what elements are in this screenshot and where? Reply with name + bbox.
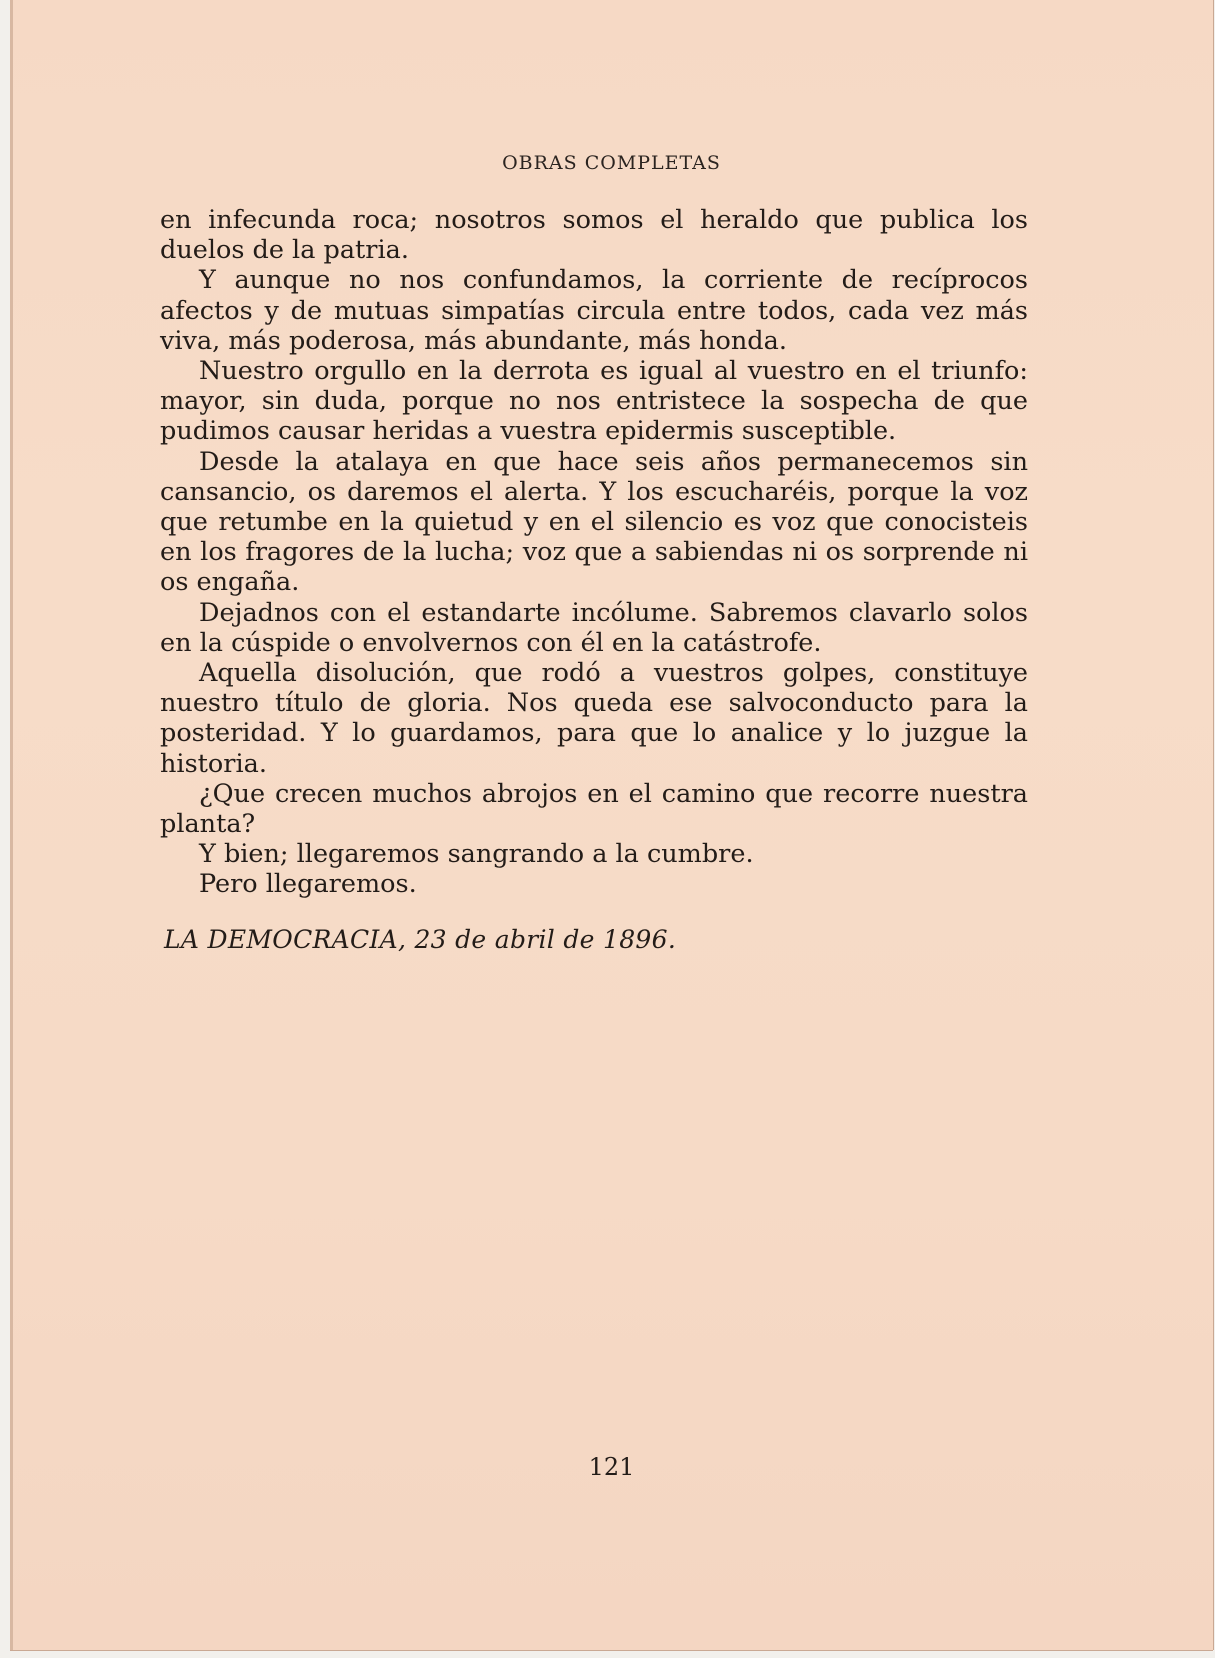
paragraph: Pero llegaremos. bbox=[199, 869, 417, 900]
paragraph: Nuestro orgullo en la derrota es igual al vuestro en el triunfo: mayor, sin duda, porque no nos entristece la sospecha de que pudimos causar heridas a vuestra epidermis susceptible. bbox=[160, 356, 1028, 447]
source-citation: LA DEMOCRACIA, 23 de abril de 1896. bbox=[164, 925, 677, 954]
paragraph: en infecunda roca; nosotros somos el heraldo que publica los duelos de la patria. bbox=[160, 205, 1028, 266]
page-number: 121 bbox=[588, 1453, 635, 1481]
paragraph: ¿Que crecen muchos abrojos en el camino que recorre nuestra planta? bbox=[160, 778, 1028, 840]
book-page bbox=[10, 0, 1213, 1650]
running-header: OBRAS COMPLETAS bbox=[502, 152, 721, 174]
body-text bbox=[160, 205, 1028, 900]
paragraph: Aquella disolución, que rodó a vuestros golpes, constituye nuestro título de gloria. Nos queda ese salvoconducto para la posteridad. Y lo guardamos, para que lo analice y lo juzgue la historia. bbox=[160, 658, 1028, 779]
paragraph: Y aunque no nos confundamos, la corriente de recíprocos afectos y de mutuas simpatías circula entre todos, cada vez más viva, más poderosa, más abundante, más honda. bbox=[160, 265, 1028, 356]
paragraph: Dejadnos con el estandarte incólume. Sabremos clavarlo solos en la cúspide o envolvernos con él en la catástrofe. bbox=[160, 597, 1028, 658]
paragraph: Y bien; llegaremos sangrando a la cumbre. bbox=[199, 839, 754, 870]
paragraph: Desde la atalaya en que hace seis años permanecemos sin cansancio, os daremos el alerta. Y los escucharéis, porque la voz que retumbe en la quietud y en el silencio es voz que conocisteis en los fragores de la lucha; voz que a sabiendas ni os sorprende ni os engaña. bbox=[160, 446, 1028, 598]
